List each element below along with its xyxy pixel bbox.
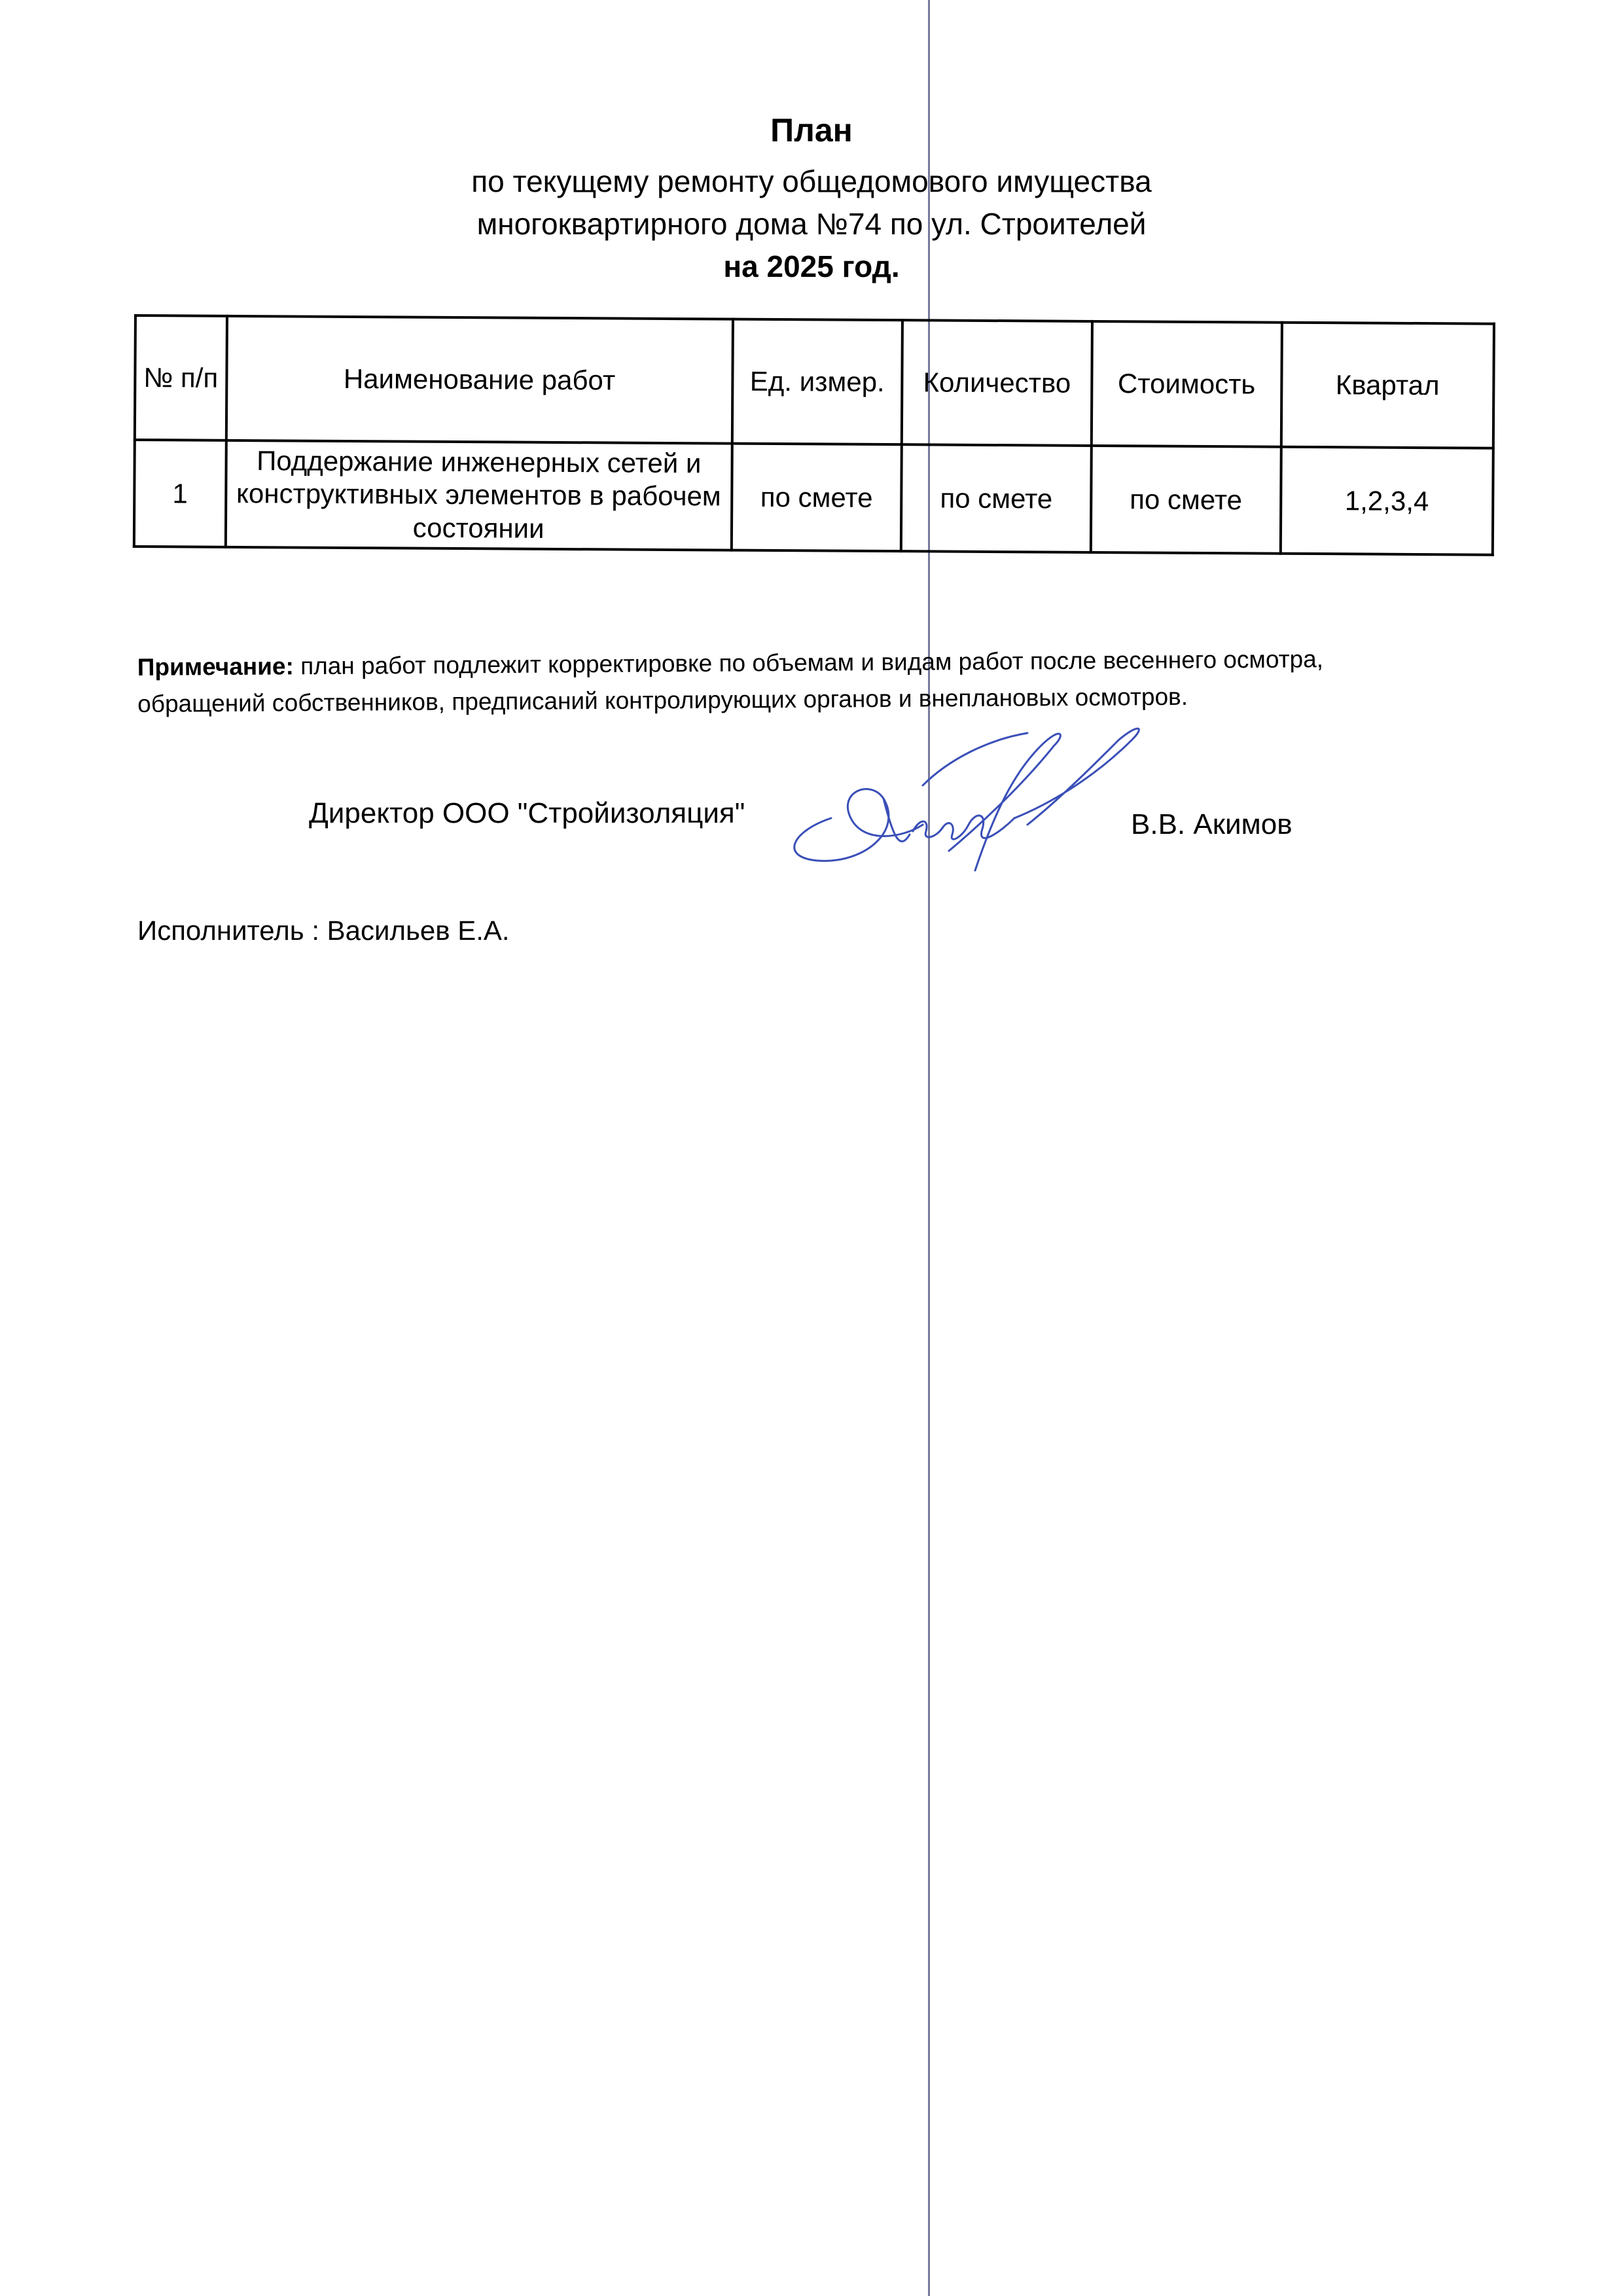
table-row: [134, 440, 1493, 555]
note-text: план работ подлежит корректировке по объемам и видам работ после весеннего осмотра, обращений собственников, предписаний контролирующих органов и внеплановых осмотров.: [137, 645, 1324, 717]
document-subtitle-line-1: по текущему ремонту общедомового имущества: [471, 164, 1152, 198]
note-paragraph: [137, 640, 1447, 723]
cell-qty: по смете: [901, 444, 1092, 552]
handwritten-signature: [753, 720, 1178, 884]
director-position: Директор ООО "Стройизоляция": [309, 797, 745, 829]
header-quarter: Квартал: [1281, 323, 1494, 448]
repair-plan-table: [133, 314, 1495, 556]
header-unit: Ед. измер.: [732, 319, 902, 445]
cell-unit: по смете: [731, 444, 901, 552]
director-name: В.В. Акимов: [1131, 808, 1293, 840]
cell-quarter: 1,2,3,4: [1280, 447, 1493, 555]
header-name: Наименование работ: [226, 316, 732, 444]
executor-line: Исполнитель : Васильев Е.А.: [137, 915, 510, 946]
note-label: Примечание:: [137, 653, 294, 681]
document-subtitle-line-2: многоквартирного дома №74 по ул. Строителей: [476, 207, 1147, 241]
header-num: № п/п: [135, 315, 227, 440]
cell-name: Поддержание инженерных сетей и конструктивных элементов в рабочем состоянии: [225, 440, 732, 550]
document-subtitle-year: на 2025 год.: [723, 249, 900, 283]
header-cost: Стоимость: [1092, 321, 1282, 447]
document-title: План: [770, 112, 853, 149]
cell-num: 1: [134, 440, 226, 547]
table-header-row: [135, 315, 1494, 448]
header-qty: Количество: [902, 320, 1092, 446]
cell-cost: по смете: [1091, 446, 1281, 554]
